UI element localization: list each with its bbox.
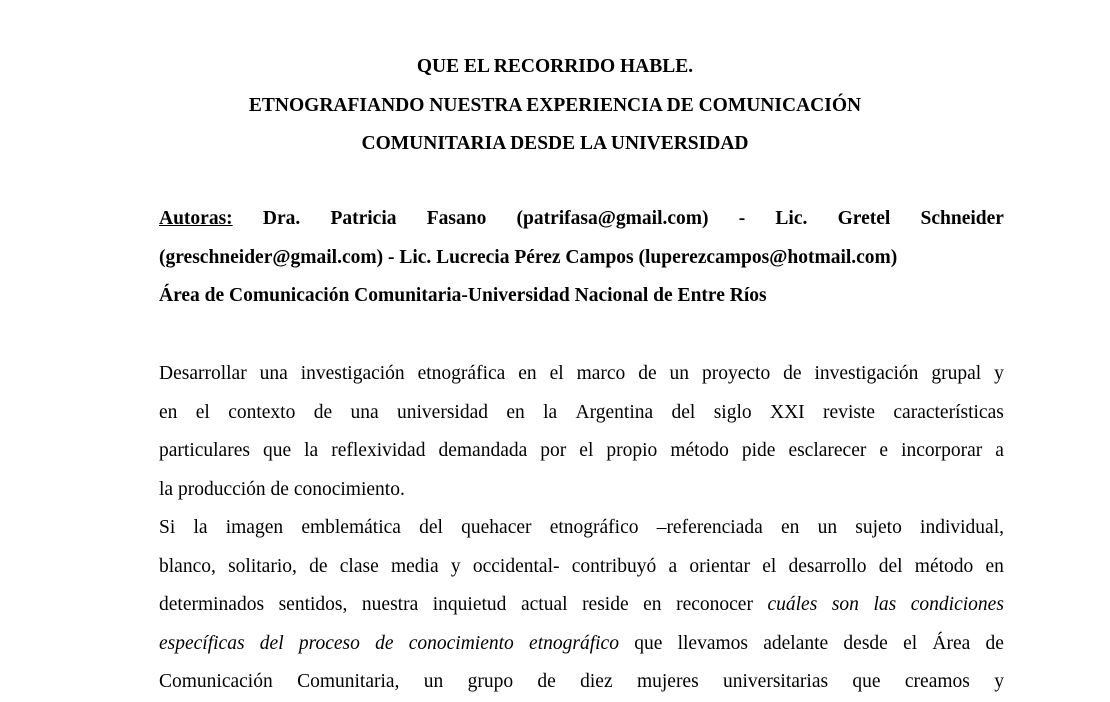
- word: adelante: [763, 632, 829, 654]
- word: siglo: [713, 401, 752, 423]
- word: investigación: [300, 363, 405, 384]
- word: determinados: [159, 594, 265, 615]
- word: actual: [520, 594, 568, 615]
- author-word: -: [738, 208, 746, 229]
- word: la: [304, 440, 319, 461]
- word: de: [537, 671, 556, 692]
- word: condiciones: [910, 594, 1004, 615]
- word: Si: [159, 517, 176, 538]
- word: Área: [932, 632, 971, 654]
- word: a: [995, 440, 1004, 461]
- word: en: [159, 401, 178, 423]
- word: pide: [741, 440, 776, 461]
- word: nuestra: [361, 594, 419, 615]
- title-line-3: COMUNITARIA DESDE LA UNIVERSIDAD: [361, 133, 749, 154]
- word: sentidos,: [278, 594, 348, 615]
- word: un: [669, 363, 690, 384]
- word: por: [540, 440, 567, 461]
- word: de: [375, 632, 394, 654]
- word: creamos: [904, 671, 970, 692]
- word: en: [506, 401, 525, 423]
- word: individual,: [920, 517, 1004, 538]
- word: etnográfico: [549, 517, 639, 538]
- word: contribuyó: [571, 555, 657, 577]
- word: el: [903, 632, 918, 654]
- word: grupo: [467, 671, 514, 692]
- word: de: [313, 401, 333, 423]
- word: marco: [576, 363, 626, 384]
- word: etnográfico: [529, 632, 619, 654]
- word: Argentina: [575, 401, 654, 423]
- word: que: [262, 440, 292, 461]
- word: cuáles: [767, 594, 818, 615]
- word: la: [543, 401, 558, 423]
- paragraph-2-line: [159, 625, 1004, 664]
- word: llevamos: [677, 632, 748, 654]
- word: universidad: [397, 401, 488, 423]
- body-text: [159, 355, 1004, 702]
- word: las: [873, 594, 897, 615]
- word: del: [419, 517, 443, 538]
- word: el: [762, 555, 777, 577]
- word: emblemática: [301, 517, 401, 538]
- authors-affiliation: Área de Comunicación Comunitaria-Universidad Nacional de Entre Ríos: [159, 285, 767, 306]
- word: desarrollo: [788, 555, 867, 577]
- title-line-1: QUE EL RECORRIDO HABLE.: [416, 56, 694, 77]
- paragraph-2-line: [159, 509, 1004, 548]
- word: del: [878, 555, 903, 577]
- word: del: [259, 632, 284, 654]
- paragraph-2-line: [159, 663, 1004, 702]
- word: quehacer: [461, 517, 532, 538]
- word: en: [780, 517, 800, 538]
- word: de: [309, 555, 328, 577]
- word: un: [423, 671, 444, 692]
- word: grupal: [931, 363, 982, 384]
- author-word: Patricia: [330, 208, 397, 229]
- word: etnográfica: [417, 363, 506, 384]
- word: en: [985, 555, 1004, 577]
- word: diez: [580, 671, 613, 692]
- word: reflexividad: [331, 440, 426, 461]
- word: clase: [339, 555, 379, 577]
- word: a: [668, 555, 678, 577]
- word: propio: [606, 440, 658, 461]
- word: sujeto: [855, 517, 902, 538]
- word: método: [670, 440, 729, 461]
- paragraph-2-line: [159, 548, 1004, 587]
- author-word: Lic.: [775, 208, 808, 229]
- word: de: [783, 363, 802, 384]
- word: contexto: [228, 401, 296, 423]
- author-word: Dra.: [262, 208, 301, 229]
- word: investigación: [814, 363, 919, 384]
- word: XXI: [770, 401, 805, 423]
- word: reconocer: [676, 594, 753, 615]
- word: en: [643, 594, 662, 615]
- word: reviste: [823, 401, 876, 423]
- word: orientar: [689, 555, 750, 577]
- word: el: [195, 401, 210, 423]
- word: proceso: [298, 632, 360, 654]
- word: inquietud: [432, 594, 507, 615]
- word: blanco,: [159, 555, 216, 577]
- authors-line-1: [159, 200, 1004, 239]
- word: occidental-: [472, 555, 560, 577]
- word: de: [985, 632, 1004, 654]
- word: una: [350, 401, 379, 423]
- author-word: Gretel: [837, 208, 891, 229]
- word: la: [193, 517, 208, 538]
- word: específicas: [159, 632, 245, 654]
- word: el: [579, 440, 594, 461]
- paragraph-1-line: [159, 355, 1004, 394]
- word: media: [390, 555, 439, 577]
- word: esclarecer: [788, 440, 867, 461]
- word: método: [914, 555, 974, 577]
- word: son: [831, 594, 859, 615]
- word: de: [638, 363, 657, 384]
- paragraph-1-last-line: la producción de conocimiento.: [159, 478, 405, 500]
- word: y: [450, 555, 461, 577]
- word: en: [518, 363, 537, 384]
- author-email: (patrifasa@gmail.com): [516, 208, 709, 229]
- paragraph-1-line: [159, 394, 1004, 433]
- word: una: [259, 363, 288, 384]
- word: desde: [843, 632, 888, 654]
- word: Desarrollar: [159, 363, 247, 384]
- authors-label: Autoras:: [159, 208, 233, 229]
- word: imagen: [225, 517, 284, 538]
- author-word: Schneider: [920, 208, 1004, 229]
- word: solitario,: [228, 555, 297, 577]
- word: universitarias: [723, 671, 829, 692]
- word: un: [817, 517, 838, 538]
- word: Comunitaria,: [297, 671, 400, 692]
- word: características: [893, 401, 1004, 423]
- word: y: [994, 671, 1004, 692]
- word: –referenciada: [656, 517, 763, 538]
- word: incorporar: [901, 440, 983, 461]
- word: que: [852, 671, 881, 692]
- word: particulares: [159, 440, 250, 461]
- word: proyecto: [701, 363, 771, 384]
- author-word: Fasano: [426, 208, 487, 229]
- word: demandada: [438, 440, 528, 461]
- authors-block: [159, 200, 1004, 316]
- word: y: [994, 363, 1004, 384]
- authors-line-2: (greschneider@gmail.com) - Lic. Lucrecia Pérez Campos (luperezcampos@hotmail.com): [159, 246, 898, 268]
- word: que: [634, 632, 663, 654]
- word: reside: [582, 594, 629, 615]
- word: e: [879, 440, 889, 461]
- word: el: [549, 363, 564, 384]
- paragraph-2-line: [159, 586, 1004, 625]
- word: conocimiento: [408, 632, 514, 654]
- paper-title: [0, 48, 1110, 164]
- word: del: [671, 401, 696, 423]
- paragraph-1-line: [159, 432, 1004, 471]
- word: mujeres: [636, 671, 699, 692]
- title-line-2: ETNOGRAFIANDO NUESTRA EXPERIENCIA DE COMUNICACIÓN: [248, 94, 862, 116]
- word: Comunicación: [159, 671, 273, 692]
